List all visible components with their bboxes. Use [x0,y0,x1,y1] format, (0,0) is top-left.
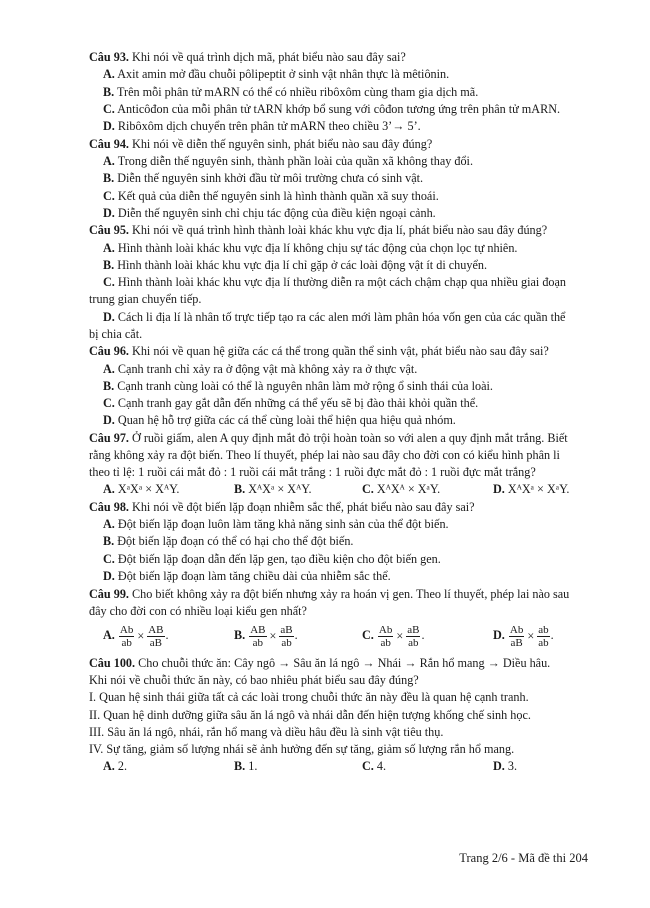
option-100-a: A. 2. [103,759,128,773]
option-95-c-cont: trung gian chuyển tiếp. [89,292,202,306]
option-98-d: D. Đột biến lặp đoạn làm tăng chiều dài của nhiễm sắc thể. [103,569,391,583]
question-97-line3: theo tỉ lệ: 1 ruồi cái mắt đỏ : 1 ruồi cái mắt trắng : 1 ruồi đực mắt đỏ : 1 ruồi đực mắt trắng? [89,465,536,479]
statement-iii: III. Sâu ăn lá ngô, nhái, rắn hổ mang và diều hâu đều là sinh vật tiêu thụ. [89,725,444,739]
question-94: Câu 94. Khi nói về diễn thế nguyên sinh, phát biểu nào sau đây đúng? [89,137,433,151]
question-96: Câu 96. Khi nói về quan hệ giữa các cá thể trong quần thể sinh vật, phát biểu nào sau đây sai? [89,344,549,358]
fraction-2: $\frac{aB}{ab}$ [407,623,420,649]
page-footer: Trang 2/6 - Mã đề thi 204 [459,851,588,865]
option-97-a: A. XᵃXᵃ × XᴬY. [103,482,180,496]
option-94-c: C. Kết quả của diễn thế nguyên sinh là hình thành quần xã suy thoái. [103,189,439,203]
option-96-b: B. Cạnh tranh cùng loài có thể là nguyên nhân làm mở rộng ổ sinh thái của loài. [103,379,493,393]
option-98-c: C. Đột biến lặp đoạn dẫn đến lặp gen, tạo điều kiện cho đột biến gen. [103,552,441,566]
fraction-2: $\frac{ab}{ab}$ [538,623,549,649]
option-95-d: D. Cách li địa lí là nhân tố trực tiếp tạo ra các alen mới làm phân hóa vốn gen của các quần thể [103,310,566,324]
question-97: Câu 97. Ở ruồi giấm, alen A quy định mắt đỏ trội hoàn toàn so với alen a quy định mắt trắng. Biết [89,431,568,445]
fraction-2: $\frac{aB}{ab}$ [280,623,293,649]
option-99-a: A. $\frac{Ab}{ab}$ × $\frac{AB}{aB}$ . [103,623,169,649]
question-93: Câu 93. Khi nói về quá trình dịch mã, phát biểu nào sau đây sai? [89,50,406,64]
option-96-c: C. Cạnh tranh gay gắt dẫn đến những cá thể yếu sẽ bị đào thải khỏi quần thể. [103,396,479,410]
question-98: Câu 98. Khi nói về đột biến lặp đoạn nhiễm sắc thể, phát biểu nào sau đây sai? [89,500,475,514]
fraction-1: $\frac{AB}{ab}$ [250,623,266,649]
question-99-line2: đây cho đời con có nhiều loại kiểu gen nhất? [89,604,307,618]
option-96-d: D. Quan hệ hỗ trợ giữa các cá thể cùng loài thể hiện qua hiệu quả nhóm. [103,413,456,427]
option-98-a: A. Đột biến lặp đoạn luôn làm tăng khả năng sinh sản của thể đột biến. [103,517,449,531]
question-99: Câu 99. Cho biết không xảy ra đột biến nhưng xảy ra hoán vị gen. Theo lí thuyết, phép lai nào sau [89,587,570,601]
option-100-c: C. 4. [362,759,387,773]
fraction-2: $\frac{AB}{aB}$ [148,623,164,649]
option-94-d: D. Diễn thế nguyên sinh chỉ chịu tác động của điều kiện ngoại cảnh. [103,206,436,220]
option-95-d-cont: bị chia cắt. [89,327,143,341]
option-97-d: D. XᴬXᵃ × XᵃY. [493,482,570,496]
option-99-b: B. $\frac{AB}{ab}$ × $\frac{aB}{ab}$ . [234,623,298,649]
option-94-b: B. Diễn thế nguyên sinh khởi đầu từ môi trường chưa có sinh vật. [103,171,424,185]
option-93-b: B. Trên mỗi phân tử mARN có thể có nhiều ribôxôm cùng tham gia dịch mã. [103,85,479,99]
option-93-d: D. Ribôxôm dịch chuyển trên phân tử mARN theo chiều 3’→ 5’. [103,119,421,133]
option-98-b: B. Đột biến lặp đoạn có thể có hại cho thể đột biến. [103,534,354,548]
statement-iv: IV. Sự tăng, giảm số lượng nhái sẽ ảnh hưởng đến sự tăng, giảm số lượng rắn hổ mang. [89,742,515,756]
fraction-1: $\frac{Ab}{ab}$ [119,623,134,649]
option-95-a: A. Hình thành loài khác khu vực địa lí không chịu sự tác động của chọn lọc tự nhiên. [103,241,518,255]
option-100-d: D. 3. [493,759,518,773]
option-95-b: B. Hình thành loài khác khu vực địa lí chỉ gặp ở các loài động vật ít di chuyển. [103,258,488,272]
question-100: Câu 100. Cho chuỗi thức ăn: Cây ngô → Sâu ăn lá ngô → Nhái → Rắn hổ mang → Diều hâu. [89,656,551,670]
question-95: Câu 95. Khi nói về quá trình hình thành loài khác khu vực địa lí, phát biểu nào sau đây đúng? [89,223,548,237]
fraction-1: $\frac{Ab}{aB}$ [509,623,524,649]
option-96-a: A. Cạnh tranh chỉ xảy ra ở động vật mà không xảy ra ở thực vật. [103,362,418,376]
option-94-a: A. Trong diễn thế nguyên sinh, thành phần loài của quần xã không thay đổi. [103,154,473,168]
option-97-c: C. XᴬXᴬ × XᵃY. [362,482,441,496]
question-97-line2: rằng không xảy ra đột biến. Theo lí thuyết, phép lai nào sau đây cho đời con có kiểu hình phân li [89,448,560,462]
question-100-line2: Khi nói về chuỗi thức ăn này, có bao nhiêu phát biểu sau đây đúng? [89,673,419,687]
statement-ii: II. Quan hệ dinh dưỡng giữa sâu ăn lá ngô và nhái dẫn đến hiện tượng khống chế sinh học. [89,708,531,722]
option-100-b: B. 1. [234,759,258,773]
option-93-c: C. Anticôđon của mỗi phân tử tARN khớp bổ sung với côđon tương ứng trên phân tử mARN. [103,102,561,116]
option-97-b: B. XᴬXᵃ × XᴬY. [234,482,312,496]
option-99-d: D. $\frac{Ab}{aB}$ × $\frac{ab}{ab}$ . [493,623,554,649]
option-95-c: C. Hình thành loài khác khu vực địa lí thường diễn ra một cách chậm chạp qua nhiều giai đoạn [103,275,567,289]
option-93-a: A. Axit amin mở đầu chuỗi pôlipeptit ở sinh vật nhân thực là mêtiônin. [103,67,450,81]
option-99-c: C. $\frac{Ab}{ab}$ × $\frac{aB}{ab}$ . [362,623,425,649]
fraction-1: $\frac{Ab}{ab}$ [378,623,393,649]
statement-i: I. Quan hệ sinh thái giữa tất cả các loài trong chuỗi thức ăn này đều là quan hệ cạnh tranh. [89,690,529,704]
